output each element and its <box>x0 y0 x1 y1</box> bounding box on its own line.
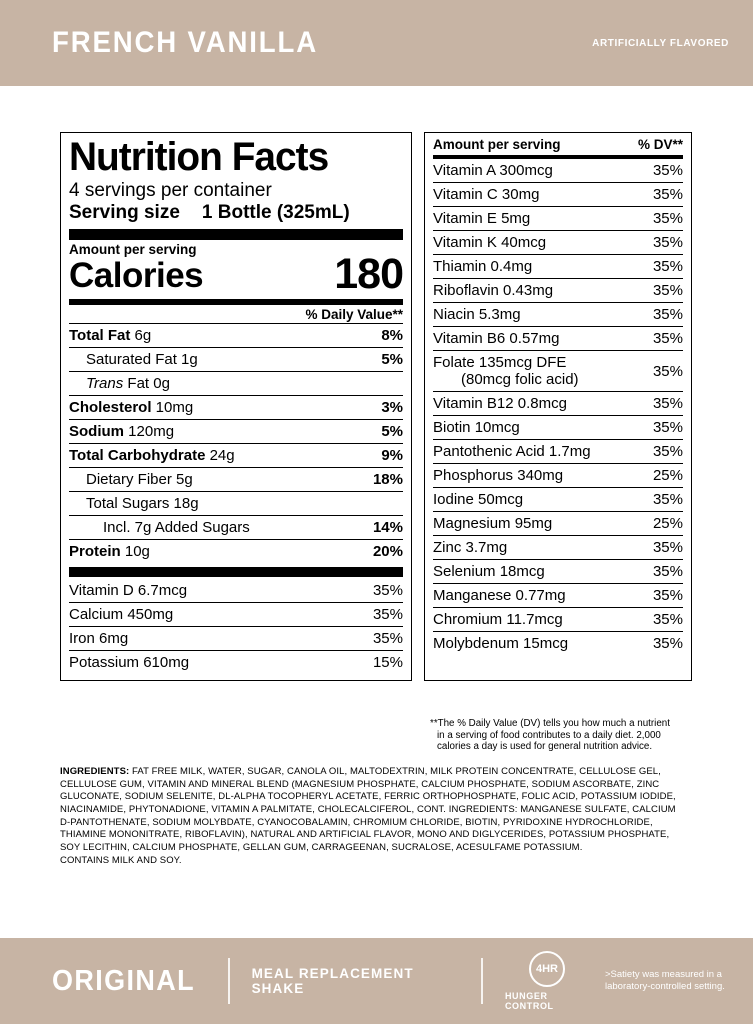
vitamin-dv: 35% <box>643 279 683 303</box>
thick-divider <box>69 229 403 240</box>
vitamin-dv: 35% <box>643 416 683 440</box>
vitamin-subtext: (80mcg folic acid) <box>461 371 579 388</box>
amount-per-serving-label: Amount per serving <box>69 241 197 257</box>
table-row <box>69 323 403 347</box>
table-row <box>433 512 683 536</box>
daily-value-footnote <box>428 718 690 753</box>
nutrient-name: Saturated Fat 1g <box>69 347 355 371</box>
vitamins-header-dv: % DV** <box>637 137 683 152</box>
table-row <box>433 560 683 584</box>
vitamin-name: Phosphorus 340mg <box>433 464 643 488</box>
daily-value-header: % Daily Value** <box>305 306 403 322</box>
footnote-line-3: calories a day is used for general nutrition advice. <box>437 741 653 753</box>
table-row <box>433 183 683 207</box>
table-row <box>433 327 683 351</box>
table-row <box>433 159 683 183</box>
nutrient-dv: 8% <box>355 323 403 347</box>
table-row <box>69 491 403 515</box>
vitamin-name: Zinc 3.7mg <box>433 536 643 560</box>
nutrient-table <box>69 323 403 563</box>
servings-per-container: 4 servings per container <box>69 179 272 201</box>
vitamin-dv: 35% <box>652 162 683 179</box>
flavor-title: FRENCH VANILLA <box>52 26 318 59</box>
table-row <box>69 347 403 371</box>
vitamin-name: Manganese 0.77mg <box>433 584 643 608</box>
vitamin-name: Vitamin C 30mg <box>433 183 643 207</box>
mineral-dv: 15% <box>336 650 403 674</box>
top-banner <box>0 0 753 86</box>
table-row <box>433 207 683 231</box>
nutrient-dv: 5% <box>355 419 403 443</box>
vitamin-dv: 35% <box>643 351 683 392</box>
table-row <box>69 419 403 443</box>
table-row <box>433 440 683 464</box>
table-row <box>433 416 683 440</box>
vitamin-dv: 35% <box>643 560 683 584</box>
table-row <box>69 443 403 467</box>
table-row <box>433 231 683 255</box>
thick-divider-2 <box>69 567 403 577</box>
allergen-statement: CONTAINS MILK AND SOY. <box>60 854 182 866</box>
nutrient-dv: 9% <box>355 443 403 467</box>
table-row <box>69 579 403 603</box>
table-row <box>433 351 683 392</box>
bottom-banner <box>0 938 753 1024</box>
divider-1 <box>228 958 230 1004</box>
footnote-line-2: in a serving of food contributes to a daily diet. 2,000 <box>437 729 661 741</box>
nutrient-name: Dietary Fiber 5g <box>69 467 355 491</box>
mineral-dv: 35% <box>336 626 403 650</box>
vitamin-name: Vitamin B12 0.8mcg <box>433 392 643 416</box>
vitamin-name: Vitamin A 300mcg <box>433 162 553 179</box>
artificially-flavored-note: ARTIFICIALLY FLAVORED <box>592 37 729 49</box>
brand-label: ORIGINAL <box>52 964 196 997</box>
table-row <box>69 467 403 491</box>
table-row <box>69 371 403 395</box>
nutrient-name: Trans Fat 0g <box>69 371 355 395</box>
vitamin-dv: 35% <box>643 632 683 656</box>
nutrient-dv: 18% <box>355 467 403 491</box>
vitamins-box <box>424 132 692 681</box>
nutrient-name: Cholesterol 10mg <box>69 395 355 419</box>
vitamin-dv: 35% <box>643 303 683 327</box>
serving-size-row <box>69 202 403 225</box>
mineral-table <box>69 579 403 674</box>
hunger-control-badge <box>505 951 589 1011</box>
vitamin-name: Pantothenic Acid 1.7mg <box>433 440 643 464</box>
vitamin-name: Selenium 18mcg <box>433 560 643 584</box>
vitamin-dv: 35% <box>643 584 683 608</box>
table-row <box>69 650 403 674</box>
table-row <box>433 488 683 512</box>
nutrition-facts-box <box>60 132 412 681</box>
table-row <box>69 539 403 563</box>
vitamin-name: Riboflavin 0.43mg <box>433 279 643 303</box>
vitamin-name: Niacin 5.3mg <box>433 303 643 327</box>
vitamin-dv: 35% <box>643 327 683 351</box>
vitamin-name: Vitamin B6 0.57mg <box>433 327 643 351</box>
table-row <box>69 626 403 650</box>
ingredients-heading: INGREDIENTS: <box>60 766 130 777</box>
serving-size-value: 1 Bottle (325mL) <box>201 201 350 223</box>
vitamin-dv: 35% <box>643 440 683 464</box>
vitamin-dv: 35% <box>643 231 683 255</box>
product-type-label: MEAL REPLACEMENT SHAKE <box>251 966 414 996</box>
vitamin-name: Thiamin 0.4mg <box>433 255 643 279</box>
mineral-name: Iron 6mg <box>69 626 336 650</box>
ingredients-section <box>60 766 686 867</box>
nutrient-name: Incl. 7g Added Sugars <box>69 515 355 539</box>
vitamins-header-amount: Amount per serving <box>433 137 561 152</box>
mineral-name: Calcium 450mg <box>69 602 336 626</box>
mineral-name: Potassium 610mg <box>69 650 336 674</box>
vitamin-dv: 35% <box>643 392 683 416</box>
nutrient-dv <box>355 491 403 515</box>
medium-divider <box>69 299 403 305</box>
vitamin-name: Iodine 50mcg <box>433 488 643 512</box>
hunger-icon-text: 4HR <box>535 963 558 975</box>
vitamins-table <box>433 159 683 655</box>
vitamin-name: Vitamin K 40mcg <box>433 231 643 255</box>
vitamin-name: Chromium 11.7mcg <box>433 608 643 632</box>
table-row <box>69 602 403 626</box>
table-row <box>433 255 683 279</box>
footnote-line-1: **The % Daily Value (DV) tells you how much a nutrient <box>430 718 670 729</box>
vitamin-name: Magnesium 95mg <box>433 512 643 536</box>
table-row <box>433 392 683 416</box>
nutrient-name: Sodium 120mg <box>69 419 355 443</box>
vitamin-name: Folate 135mcg DFE (80mcg folic acid) <box>433 351 643 392</box>
table-row <box>433 303 683 327</box>
divider-2 <box>481 958 483 1004</box>
table-row <box>433 464 683 488</box>
calories-value: 180 <box>334 249 403 298</box>
ingredients-body: FAT FREE MILK, WATER, SUGAR, CANOLA OIL, MALTODEXTRIN, MILK PROTEIN CONCENTRATE, CELLULOSE GEL, CELLULOSE GUM, VITAMIN AND MINERAL BLEND (MAGNESIUM PHOSPHATE, CALCIUM PHOSPHATE, SODIUM ASCORBATE, ZINC GLUCONATE, SODIUM SELENITE, DL-ALPHA TOCOPHERYL ACETATE, FERRIC ORTHOPHOSPHATE, FOLIC ACID, POTASSIUM IODIDE, NIACINAMIDE, PHYTONADIONE, VITAMIN A PALMITATE, CHOLECALCIFEROL, CONT. INGREDIENTS: MANGANESE SULFATE, CALCIUM D-PANTOTHENATE, SODIUM MOLYBDATE, CYANOCOBALAMIN, CHROMIUM CHLORIDE, BIOTIN, PYRIDOXINE HYDROCHLORIDE, THIAMINE MONONITRATE, RIBOFLAVIN), NATURAL AND ARTIFICIAL FLAVOR, MONO AND DIGLYCERIDES, POTASSIUM PHOSPHATE, SOY LECITHIN, CALCIUM PHOSPHATE, GELLAN GUM, CARRAGEENAN, SUCRALOSE, ACESULFAME POTASSIUM. <box>60 766 676 853</box>
table-row <box>69 395 403 419</box>
vitamin-dv: 35% <box>643 608 683 632</box>
nutrient-dv <box>355 371 403 395</box>
page-title: Nutrition Facts <box>69 135 329 179</box>
table-row <box>433 632 683 656</box>
table-row <box>433 279 683 303</box>
table-row <box>69 515 403 539</box>
nutrient-name: Total Carbohydrate 24g <box>69 443 355 467</box>
nutrient-name: Total Fat 6g <box>69 323 355 347</box>
vitamin-dv: 35% <box>643 183 683 207</box>
vitamin-name: Biotin 10mcg <box>433 416 643 440</box>
mineral-dv: 35% <box>372 581 403 599</box>
satiety-note: >Satiety was measured in a laboratory-controlled setting. <box>605 969 725 992</box>
nutrition-panel <box>60 132 692 681</box>
vitamins-header <box>433 135 683 155</box>
nutrient-name: Total Sugars 18g <box>69 491 355 515</box>
mineral-name: Vitamin D 6.7mcg <box>69 581 188 599</box>
hunger-control-label: HUNGER CONTROL <box>504 991 554 1011</box>
vitamin-dv: 25% <box>643 512 683 536</box>
vitamin-dv: 35% <box>643 207 683 231</box>
table-row <box>433 608 683 632</box>
calories-label: Calories <box>69 255 204 295</box>
table-row <box>433 584 683 608</box>
nutrient-dv: 20% <box>355 539 403 563</box>
clock-icon <box>529 951 565 987</box>
nutrient-dv: 3% <box>355 395 403 419</box>
nutrient-dv: 5% <box>355 347 403 371</box>
table-row <box>433 536 683 560</box>
vitamin-dv: 35% <box>643 536 683 560</box>
vitamin-name: Vitamin E 5mg <box>433 207 643 231</box>
vitamin-dv: 35% <box>643 488 683 512</box>
serving-size-label: Serving size <box>69 201 180 223</box>
vitamin-dv: 35% <box>643 255 683 279</box>
nutrient-dv: 14% <box>355 515 403 539</box>
vitamin-dv: 25% <box>643 464 683 488</box>
nutrient-name: Protein 10g <box>69 539 355 563</box>
mineral-dv: 35% <box>336 602 403 626</box>
vitamin-name: Molybdenum 15mcg <box>433 632 643 656</box>
